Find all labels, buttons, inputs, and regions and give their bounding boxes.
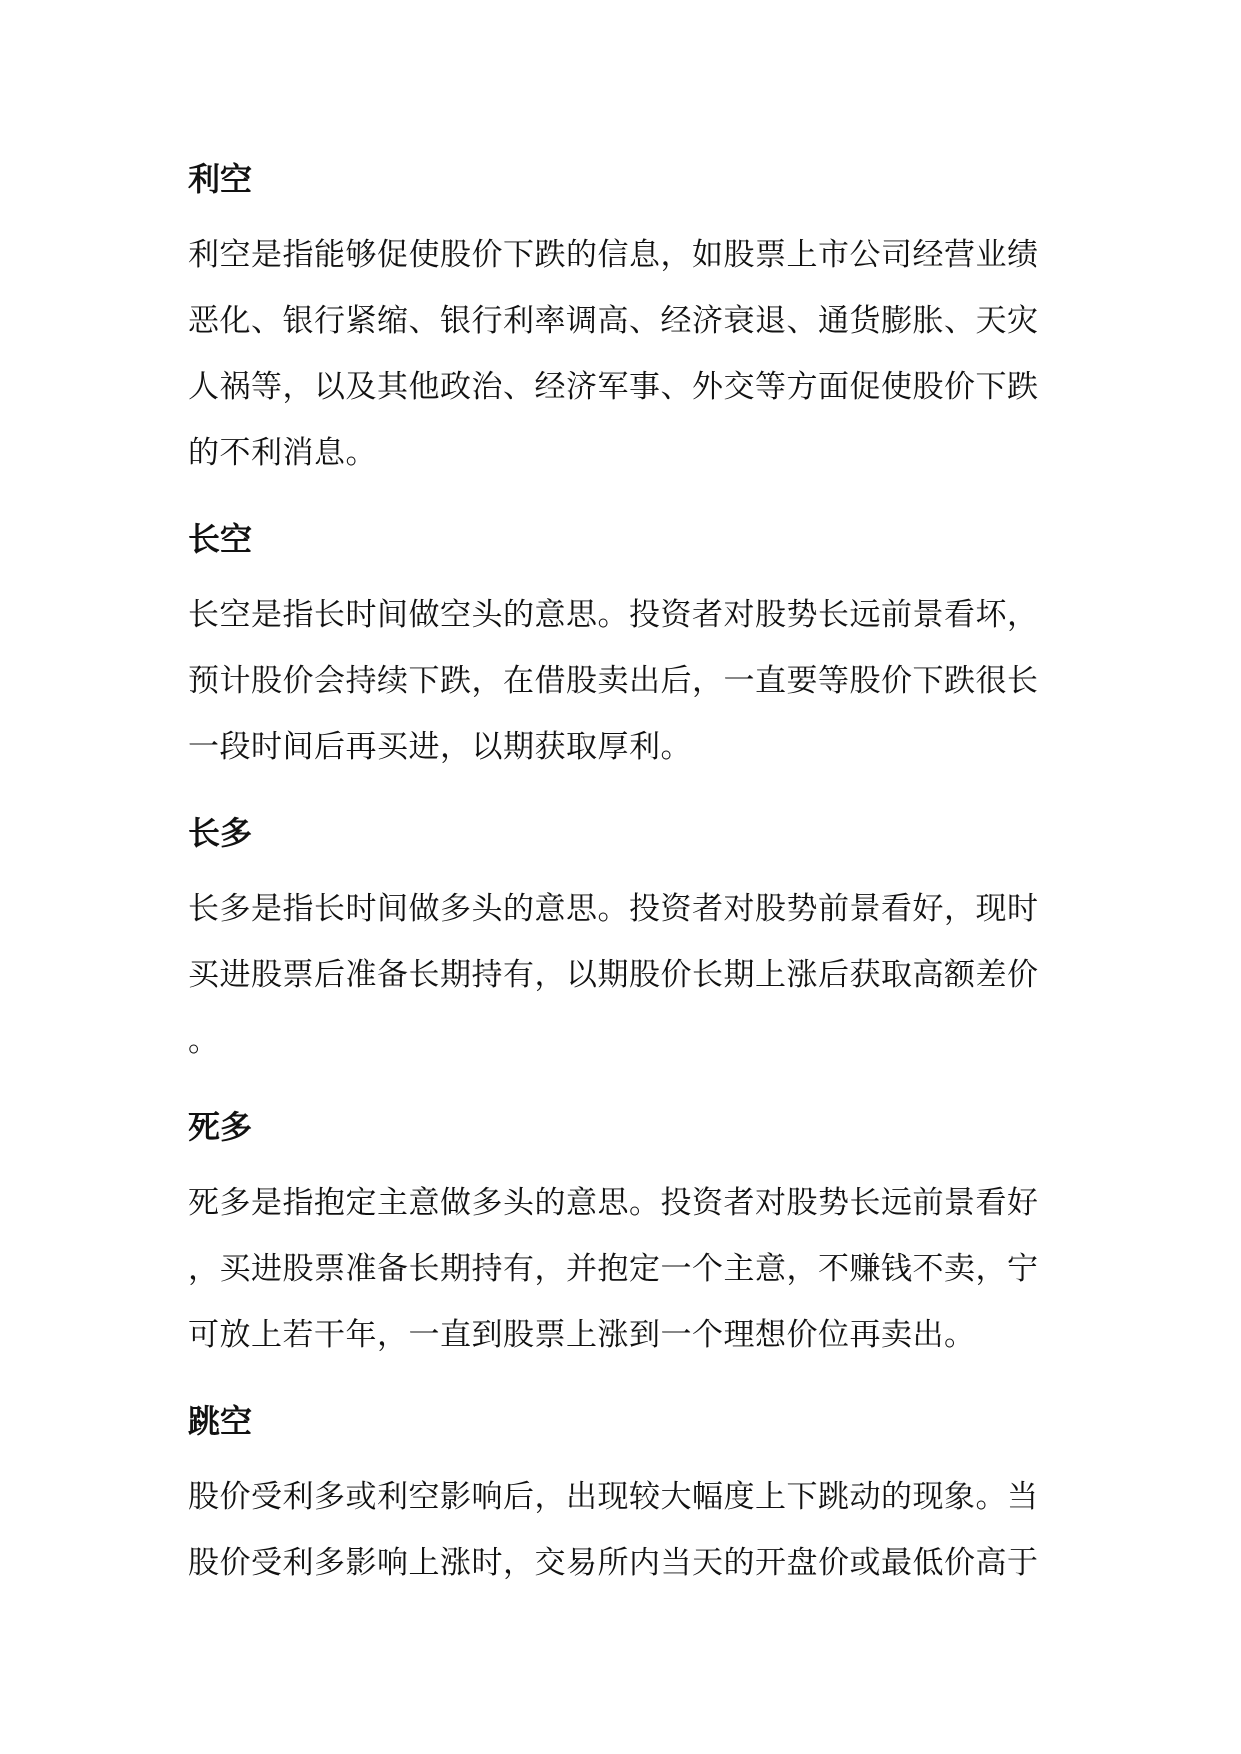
paragraph-line: 买进股票后准备长期持有，以期股价长期上涨后获取高额差价: [188, 957, 1039, 993]
paragraph-line: 恶化、银行紧缩、银行利率调高、经济衰退、通货膨胀、天灾: [188, 303, 1039, 339]
section-changkong: [188, 520, 1061, 780]
section-heading: 利空: [188, 160, 253, 198]
section-tiaokong: [188, 1402, 1061, 1596]
section-heading: 长多: [188, 814, 253, 852]
section-paragraph: [188, 1170, 1061, 1368]
section-paragraph: [188, 582, 1061, 780]
paragraph-line: 死多是指抱定主意做多头的意思。投资者对股势长远前景看好: [188, 1185, 1039, 1221]
section-changduo: [188, 814, 1061, 1074]
paragraph-line: 长空是指长时间做空头的意思。投资者对股势长远前景看坏，: [188, 597, 1039, 633]
paragraph-line: 利空是指能够促使股价下跌的信息，如股票上市公司经营业绩: [188, 237, 1039, 273]
section-paragraph: [188, 1464, 1061, 1596]
section-paragraph: [188, 222, 1061, 486]
paragraph-line: 。: [188, 1023, 220, 1059]
paragraph-line: 股价受利多影响上涨时，交易所内当天的开盘价或最低价高于: [188, 1545, 1039, 1581]
paragraph-line: 一段时间后再买进，以期获取厚利。: [188, 729, 692, 765]
section-heading: 长空: [188, 520, 253, 558]
paragraph-line: 长多是指长时间做多头的意思。投资者对股势前景看好，现时: [188, 891, 1039, 927]
paragraph-line: 人祸等，以及其他政治、经济军事、外交等方面促使股价下跌: [188, 369, 1039, 405]
section-heading: 跳空: [188, 1402, 253, 1440]
paragraph-line: 可放上若干年，一直到股票上涨到一个理想价位再卖出。: [188, 1317, 976, 1353]
section-likong: [188, 160, 1061, 486]
paragraph-line: 的不利消息。: [188, 435, 377, 471]
paragraph-line: 预计股价会持续下跌，在借股卖出后，一直要等股价下跌很长: [188, 663, 1039, 699]
paragraph-line: ，买进股票准备长期持有，并抱定一个主意，不赚钱不卖，宁: [188, 1251, 1039, 1287]
paragraph-line: 股价受利多或利空影响后，出现较大幅度上下跳动的现象。当: [188, 1479, 1039, 1515]
section-paragraph: [188, 876, 1061, 1074]
section-siduo: [188, 1108, 1061, 1368]
section-heading: 死多: [188, 1108, 253, 1146]
